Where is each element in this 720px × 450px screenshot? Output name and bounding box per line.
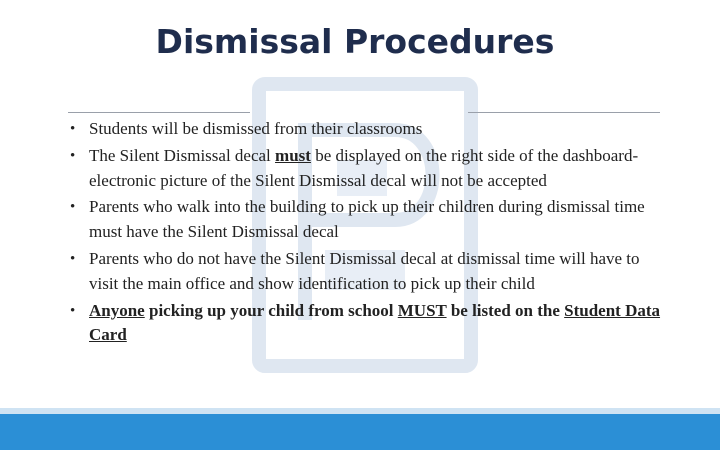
title-divider-left [68, 112, 250, 113]
bullet-item [70, 247, 670, 297]
page-title: Dismissal Procedures [155, 22, 555, 61]
bullet-dot: • [70, 250, 76, 267]
bullet-dot: • [70, 121, 76, 137]
bullet-dot: • [70, 147, 76, 164]
bullet-text: Student Data Card [89, 300, 661, 345]
title-divider-right [468, 112, 660, 113]
bullet-text: be listed on the [446, 300, 565, 320]
bullet-text: Students will be dismissed from their classrooms [89, 119, 423, 138]
bullet-dot: • [70, 199, 76, 216]
bullet-list [70, 117, 670, 350]
bullet-item [70, 117, 670, 142]
bullet-text: Anyone [89, 300, 145, 320]
bullet-text: The Silent Dismissal decal [89, 145, 276, 165]
bullet-text: be displayed on the right side of the dashboard- electronic picture of the Silent Dismissal decal will not be accepted [89, 145, 639, 190]
bullet-item [70, 195, 670, 245]
bullet-item [70, 144, 670, 194]
bullet-text: Parents who walk into the building to pick up their children during dismissal time must have the Silent Dismissal decal [89, 197, 645, 242]
bullet-text: picking up your child from school [144, 300, 398, 320]
bullet-text: Parents who do not have the Silent Dismissal decal at dismissal time will have to visit the main office and show identification to pick up their child [89, 248, 640, 293]
bullet-item [70, 299, 670, 349]
footer-bar [0, 414, 720, 450]
bullet-text: MUST [397, 300, 447, 320]
bullet-dot: • [70, 302, 76, 319]
bullet-text: must [275, 145, 311, 165]
